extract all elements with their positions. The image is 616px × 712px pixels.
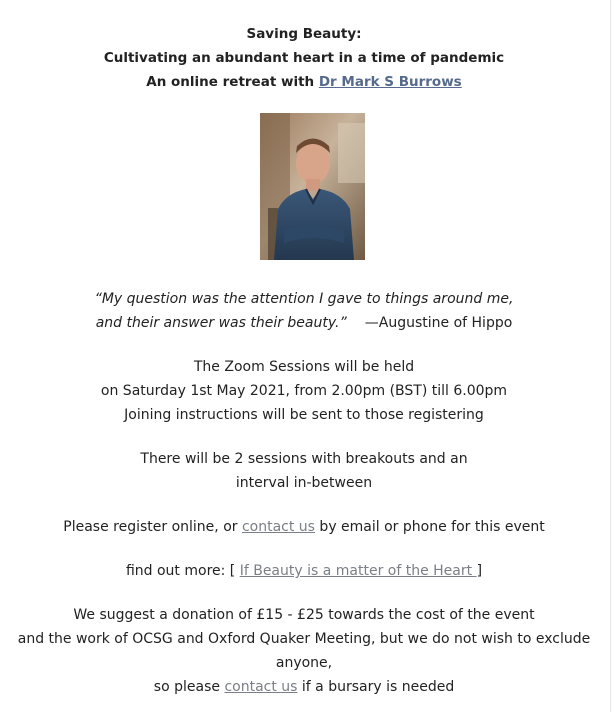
donation-line-3: anyone, [275,655,333,671]
portrait-photo-icon [260,113,365,260]
sessions-line-3: Joining instructions will be sent to those registering [124,407,484,423]
find-more-line [0,559,608,583]
event-subtitle: Cultivating an abundant heart in a time of pandemic [103,50,505,66]
find-more-prefix: find out more: [ [125,563,240,579]
right-divider [610,0,611,712]
breakouts-line-2: interval in-between [235,475,373,491]
contact-us-link[interactable]: contact us [241,519,315,535]
speaker-link[interactable]: Dr Mark S Burrows [318,74,462,90]
register-line [0,515,608,539]
bursary-contact-link[interactable]: contact us [224,679,298,695]
event-title: Saving Beauty: [246,26,362,42]
beauty-heart-link[interactable]: If Beauty is a matter of the Heart [239,563,477,579]
donation-suffix: if a bursary is needed [297,679,455,695]
find-more-suffix: ] [476,563,483,579]
donation-line-2: and the work of OCSG and Oxford Quaker Meeting, but we do not wish to exclude [17,631,591,647]
register-suffix: by email or phone for this event [314,519,545,535]
sessions-line-2: on Saturday 1st May 2021, from 2.00pm (BST) till 6.00pm [100,383,508,399]
quote-line-2: and their answer was their beauty.” [95,315,347,331]
donation-line-4 [0,675,608,699]
sessions-line-1: The Zoom Sessions will be held [193,359,415,375]
speaker-photo [260,113,365,260]
retreat-line [0,70,608,94]
donation-line-1: We suggest a donation of £15 - £25 towards the cost of the event [73,607,535,623]
quote-line-1: “My question was the attention I gave to things around me, [94,291,514,307]
breakouts-line-1: There will be 2 sessions with breakouts and an [140,451,468,467]
register-prefix: Please register online, or [63,519,242,535]
quote-attribution: —Augustine of Hippo [364,315,513,331]
retreat-prefix: An online retreat with [146,74,319,90]
donation-prefix: so please [153,679,225,695]
quote-line-2-row [0,311,608,335]
